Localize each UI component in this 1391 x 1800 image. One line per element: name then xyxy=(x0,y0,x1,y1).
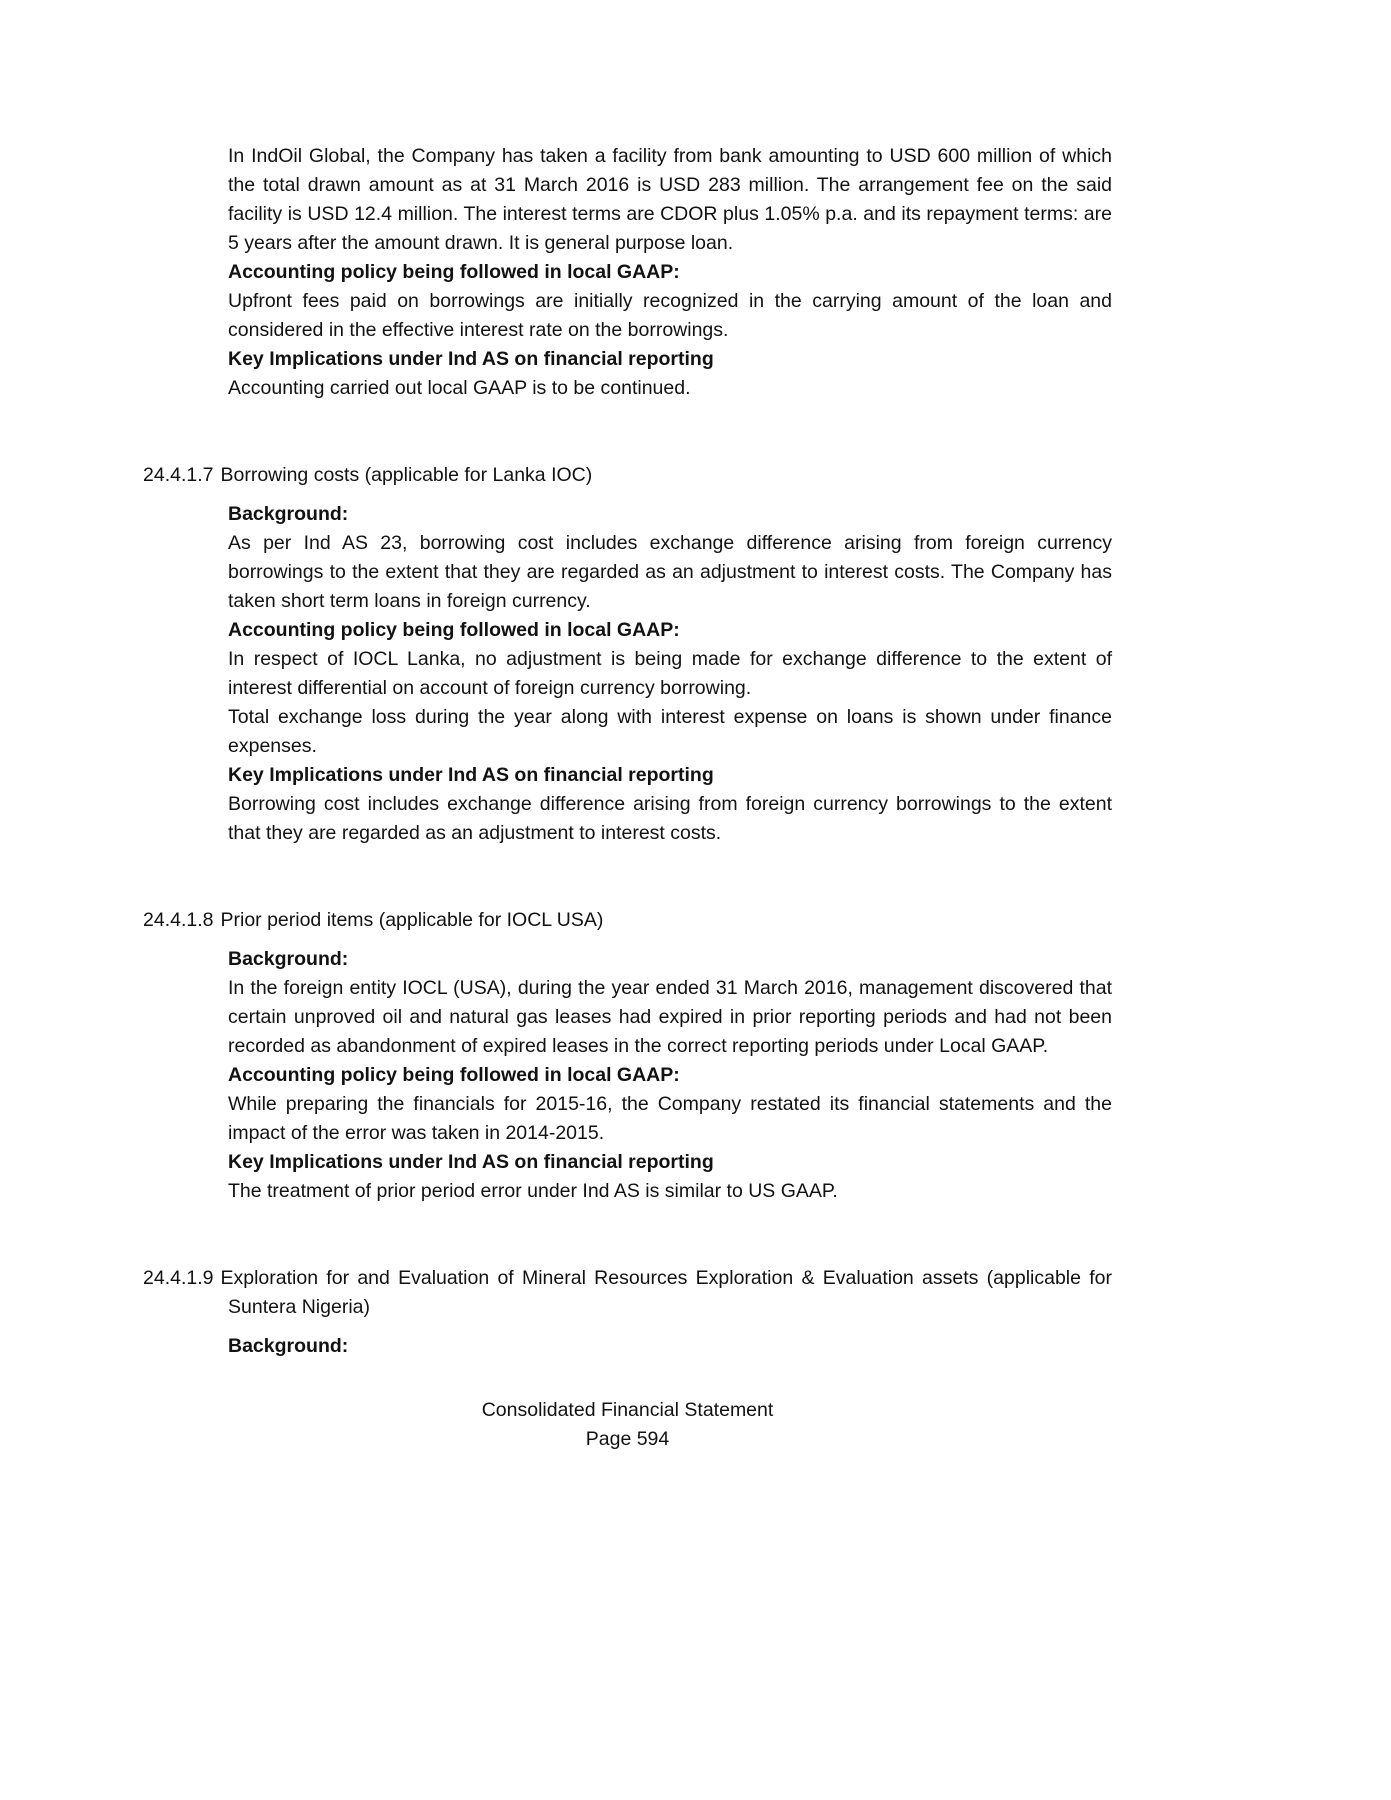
section-title: Borrowing costs (applicable for Lanka IOC) xyxy=(220,464,593,486)
section-number: 24.4.1.7 xyxy=(143,464,214,486)
section-24-4-1-8 xyxy=(143,906,1112,1206)
paragraph: In the foreign entity IOCL (USA), during the year ended 31 March 2016, management discovered that certain unproved oil and natural gas leases had expired in prior reporting periods and had not been recorded as abandonment of expired leases in the correct reporting periods under Local GAAP. xyxy=(228,977,1112,1057)
paragraph: In respect of IOCL Lanka, no adjustment is being made for exchange difference to the extent of interest differential on account of foreign currency borrowing. xyxy=(228,648,1112,699)
bold-label: Key Implications under Ind AS on financial reporting xyxy=(228,348,714,370)
paragraph: In IndOil Global, the Company has taken a facility from bank amounting to USD 600 million of which the total drawn amount as at 31 March 2016 is USD 283 million. The arrangement fee on the said facility is USD 12.4 million. The interest terms are CDOR plus 1.05% p.a. and its repayment terms: are 5 years after the amount drawn. It is general purpose loan. xyxy=(228,145,1112,254)
section-body xyxy=(228,500,1112,848)
bold-label: Accounting policy being followed in local GAAP: xyxy=(228,1064,680,1086)
bold-label: Background: xyxy=(228,1335,349,1357)
bold-label: Accounting policy being followed in local GAAP: xyxy=(228,261,680,283)
paragraph: Upfront fees paid on borrowings are initially recognized in the carrying amount of the loan and considered in the effective interest rate on the borrowings. xyxy=(228,290,1112,341)
paragraph: The treatment of prior period error under Ind AS is similar to US GAAP. xyxy=(228,1180,838,1202)
section-body xyxy=(228,945,1112,1206)
paragraph: While preparing the financials for 2015-16, the Company restated its financial statements and the impact of the error was taken in 2014-2015. xyxy=(228,1093,1112,1144)
section-number: 24.4.1.9 xyxy=(143,1267,214,1289)
paragraph: As per Ind AS 23, borrowing cost includes exchange difference arising from foreign currency borrowings to the extent that they are regarded as an adjustment to interest costs. The Company has taken short term loans in foreign currency. xyxy=(228,532,1112,612)
page-footer xyxy=(143,1396,1112,1454)
section-title: Exploration for and Evaluation of Mineral Resources Exploration & Evaluation assets (applicable for Suntera Nigeria) xyxy=(220,1267,1112,1318)
section-heading xyxy=(143,906,1112,935)
section-body xyxy=(228,1332,1112,1361)
section-title: Prior period items (applicable for IOCL USA) xyxy=(220,909,604,931)
paragraph: Accounting carried out local GAAP is to be continued. xyxy=(228,377,691,399)
section-heading xyxy=(143,1264,1112,1322)
bold-label: Background: xyxy=(228,948,349,970)
paragraph: Borrowing cost includes exchange difference arising from foreign currency borrowings to the extent that they are regarded as an adjustment to interest costs. xyxy=(228,793,1112,844)
section-heading xyxy=(143,461,1112,490)
section-number: 24.4.1.8 xyxy=(143,909,214,931)
intro-block xyxy=(228,142,1112,403)
bold-label: Background: xyxy=(228,503,349,525)
bold-label: Key Implications under Ind AS on financial reporting xyxy=(228,764,714,786)
bold-label: Accounting policy being followed in local GAAP: xyxy=(228,619,680,641)
section-24-4-1-7 xyxy=(143,461,1112,848)
footer-title: Consolidated Financial Statement xyxy=(481,1399,774,1421)
bold-label: Key Implications under Ind AS on financial reporting xyxy=(228,1151,714,1173)
footer-page-number: Page 594 xyxy=(585,1428,670,1450)
section-24-4-1-9 xyxy=(143,1264,1112,1361)
paragraph: Total exchange loss during the year along with interest expense on loans is shown under finance expenses. xyxy=(228,706,1112,757)
